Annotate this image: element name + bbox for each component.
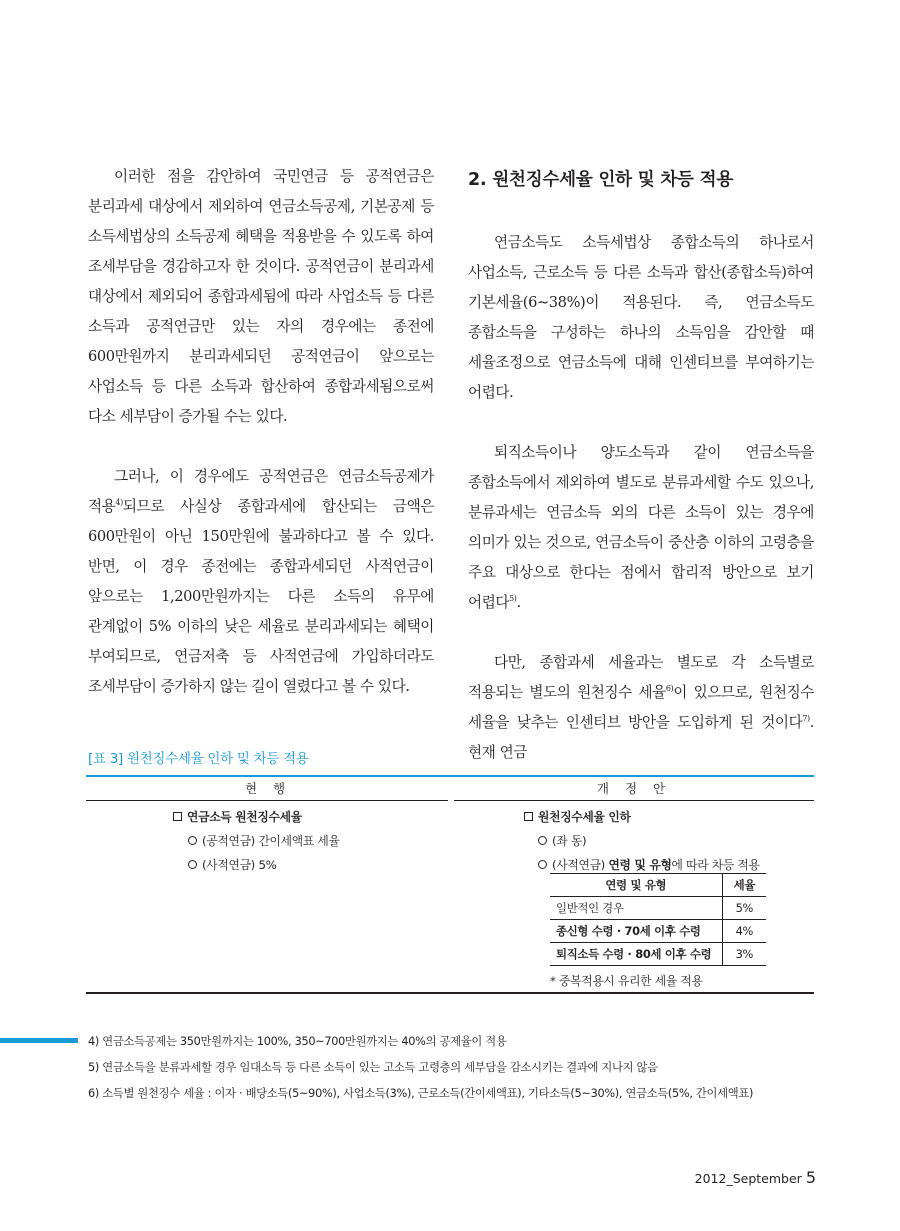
checkbox-square-icon	[524, 812, 533, 821]
table-header-divider	[86, 800, 448, 801]
table-row	[550, 897, 766, 920]
current-item: (공적연금) 간이세액표 세율	[188, 832, 340, 849]
rate-table-header	[550, 874, 766, 897]
table-row	[550, 943, 766, 966]
footnote: 4) 연금소득공제는 350만원까지는 100%, 350~700만원까지는 40%의 공제율이 적용	[88, 1035, 507, 1048]
accent-bar	[0, 1038, 78, 1043]
circle-bullet-icon	[188, 860, 197, 869]
section-heading: 2. 원천징수세율 인하 및 차등 적용	[468, 170, 734, 190]
issue-label: 2012_September	[694, 1171, 802, 1186]
checkbox-square-icon	[173, 812, 182, 821]
page-footer	[695, 1168, 816, 1187]
table-caption: [표 3] 원천징수세율 인하 및 차등 적용	[88, 751, 309, 767]
current-title: 연금소득 원천징수세율	[173, 808, 302, 825]
table-bottom-rule	[86, 992, 814, 994]
footnote-ref[interactable]: 7)	[802, 714, 810, 724]
body-paragraph: 이러한 점을 감안하여 국민연금 등 공적연금은 분리과세 대상에서 제외하여 연금소득공제, 기본공제 등 소득세법상의 소득공제 혜택을 적용받을 수 있도록 하여 조세부담을 경감하고자 한 것이다. 공적연금이 분리과세 대상에서 제외되어 종합과세됨에 따라 사업소득 등 다른 소득과 공적연금만 있는 자의 경우에는 종전에 600만원까지 분리과세되던 공적연금이 앞으로는 사업소득 등 다른 소득과 합산하여 종합과세됨으로써 다소 세부담이 증가될 수는 있다.	[88, 168, 434, 425]
body-paragraph	[88, 462, 434, 702]
circle-bullet-icon	[538, 860, 547, 869]
table-note: * 중복적용시 유리한 세율 적용	[550, 974, 703, 988]
table-top-rule	[86, 775, 814, 777]
table-header-current: 현 행	[244, 781, 292, 796]
row-type: 퇴직소득 수령 · 80세 이후 수령	[550, 943, 722, 966]
paragraph-text: .	[516, 594, 521, 611]
table-row	[550, 920, 766, 943]
row-rate: 3%	[722, 943, 766, 966]
paragraph-text: 다만, 종합과세 세율과는 별도로 각 소득별로 적용되는 별도의 원천징수 세율	[468, 654, 814, 701]
table-header-revised: 개 정 안	[596, 781, 672, 796]
row-rate: 4%	[722, 920, 766, 943]
body-paragraph	[468, 648, 814, 768]
page-number: 5	[805, 1168, 816, 1187]
paragraph-text: 이 있으므로, 원천징수 세율을 낮추는 인센티브 방안을 도입하게 된 것이다	[468, 684, 814, 731]
current-item: (사적연금) 5%	[188, 856, 277, 873]
circle-bullet-icon	[188, 836, 197, 845]
footnote-ref[interactable]: 5)	[509, 594, 517, 604]
circle-bullet-icon	[538, 836, 547, 845]
row-type: 종신형 수령 · 70세 이후 수령	[550, 920, 722, 943]
paragraph-text: . 현재 연금	[468, 714, 814, 761]
paragraph-text: 그러나, 이 경우에도 공적연금은 연금소득공제가 적용	[88, 468, 434, 515]
row-type: 일반적인 경우	[550, 897, 722, 920]
row-rate: 5%	[722, 897, 766, 920]
paragraph-text: 퇴직소득이나 양도소득과 같이 연금소득을 종합소득에서 제외하여 별도로 분류과세할 수도 있으나, 분류과세는 연금소득 외의 다른 소득이 있는 경우에 의미가 있는 것으로, 연금소득이 중산층 이하의 고령층을 주요 대상으로 한다는 점에서 합리적 방안으로 보기 어렵다	[468, 444, 814, 611]
body-paragraph	[468, 438, 814, 618]
right-column	[468, 162, 814, 768]
header-rate: 세율	[722, 874, 766, 897]
footnote: 6) 소득별 원천징수 세율 : 이자 · 배당소득(5~90%), 사업소득(3%), 근로소득(간이세액표), 기타소득(5~30%), 연금소득(5%, 간이세액표)	[88, 1087, 754, 1100]
rate-table	[550, 873, 766, 966]
body-paragraph: 연금소득도 소득세법상 종합소득의 하나로서 사업소득, 근로소득 등 다른 소득과 합산(종합소득)하여 기본세율(6~38%)이 적용된다. 즉, 연금소득도 종합소득을 구성하는 하나의 소득임을 감안할 때 세율조정으로 연금소득에 대해 인센티브를 부여하기는 어렵다.	[468, 234, 814, 401]
revised-item: (사적연금) 연령 및 유형에 따라 차등 적용	[538, 856, 760, 873]
table-header-divider	[454, 800, 814, 801]
revised-item: (좌 동)	[538, 832, 586, 849]
paragraph-text: 되므로 사실상 종합과세에 합산되는 금액은 600만원이 아닌 150만원에 불과하다고 볼 수 있다. 반면, 이 경우 종전에는 종합과세되던 사적연금이 앞으로는 1,200만원까지는 다른 소득의 유무에 관계없이 5% 이하의 낮은 세율로 분리과세되는 혜택이 부여되므로, 연금저축 등 사적연금에 가입하더라도 조세부담이 증가하지 않는 길이 열렸다고 볼 수 있다.	[88, 498, 434, 695]
header-type: 연령 및 유형	[550, 874, 722, 897]
footnote-ref[interactable]: 4)	[115, 498, 123, 508]
footnote: 5) 연금소득을 분류과세할 경우 임대소득 등 다른 소득이 있는 고소득 고령층의 세부담을 감소시키는 결과에 지나지 않음	[88, 1061, 658, 1074]
footnote-ref[interactable]: 6)	[665, 684, 674, 694]
left-column	[88, 162, 434, 702]
revised-title: 원천징수세율 인하	[524, 808, 631, 825]
